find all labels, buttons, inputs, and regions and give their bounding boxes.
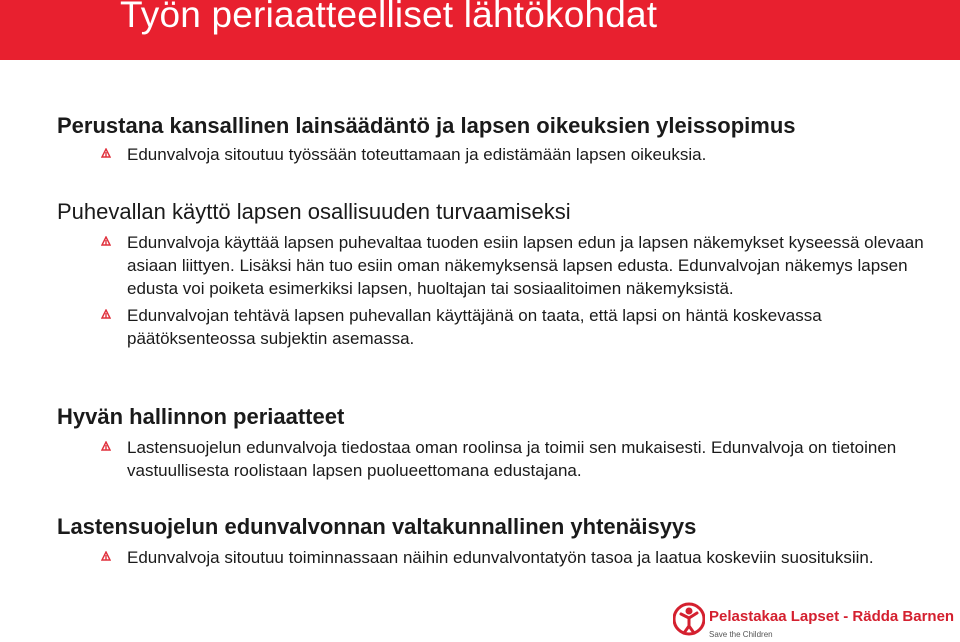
bullet-text: Edunvalvoja sitoutuu työssään toteuttamaan ja edistämään lapsen oikeuksia.	[127, 145, 707, 164]
bullet-icon	[101, 441, 111, 451]
logo-name: Pelastakaa Lapset - Rädda Barnen	[709, 608, 955, 625]
section-good-governance	[57, 404, 937, 482]
save-the-children-figure-icon	[673, 600, 705, 638]
bullet-text: Lastensuojelun edunvalvoja tiedostaa oman roolinsa ja toimii sen mukaisesti. Edunvalvoja on tietoinen vastuullisesta roolistaan lapsen puolueettomana edustajana.	[127, 438, 897, 480]
bullet-item	[57, 546, 937, 569]
section-speaking-rights	[57, 199, 937, 350]
bullet-text: Edunvalvoja sitoutuu toiminnassaan näihin edunvalvontatyön tasoa ja laatua koskeviin suosituksiin.	[127, 548, 874, 567]
section-heading: Hyvän hallinnon periaatteet	[57, 404, 345, 429]
bullet-text: Edunvalvoja käyttää lapsen puhevaltaa tuoden esiin lapsen edun ja lapsen näkemykset kyseessä olevaan asiaan liittyen. Lisäksi hän tuo esiin oman näkemyksensä lapsen edusta. Edunvalvojan näkemys lapsen edusta voi poiketa esimerkiksi lapsen, huoltajan tai sosiaalitoimen näkemyksistä.	[127, 233, 924, 298]
bullet-icon	[101, 148, 111, 158]
bullet-item	[57, 143, 937, 166]
organization-logo	[673, 600, 955, 640]
bullet-item	[57, 436, 937, 482]
bullet-icon	[101, 551, 111, 561]
bullet-icon	[101, 236, 111, 246]
section-heading: Lastensuojelun edunvalvonnan valtakunnallinen yhtenäisyys	[57, 514, 697, 539]
logo-tagline: Save the Children	[709, 630, 773, 639]
bullet-icon	[101, 309, 111, 319]
section-heading: Perustana kansallinen lainsäädäntö ja lapsen oikeuksien yleissopimus	[57, 113, 796, 138]
section-heading: Puhevallan käyttö lapsen osallisuuden turvaamiseksi	[57, 199, 571, 224]
bullet-item	[57, 304, 937, 350]
bullet-text: Edunvalvojan tehtävä lapsen puhevallan käyttäjänä on taata, että lapsi on häntä koskevassa päätöksenteossa subjektin asemassa.	[127, 306, 822, 348]
section-national-consistency	[57, 514, 937, 569]
section-legal-basis	[57, 113, 937, 166]
bullet-item	[57, 231, 937, 300]
title-bar	[0, 0, 960, 60]
slide-title: Työn periaatteelliset lähtökohdat	[120, 0, 658, 35]
